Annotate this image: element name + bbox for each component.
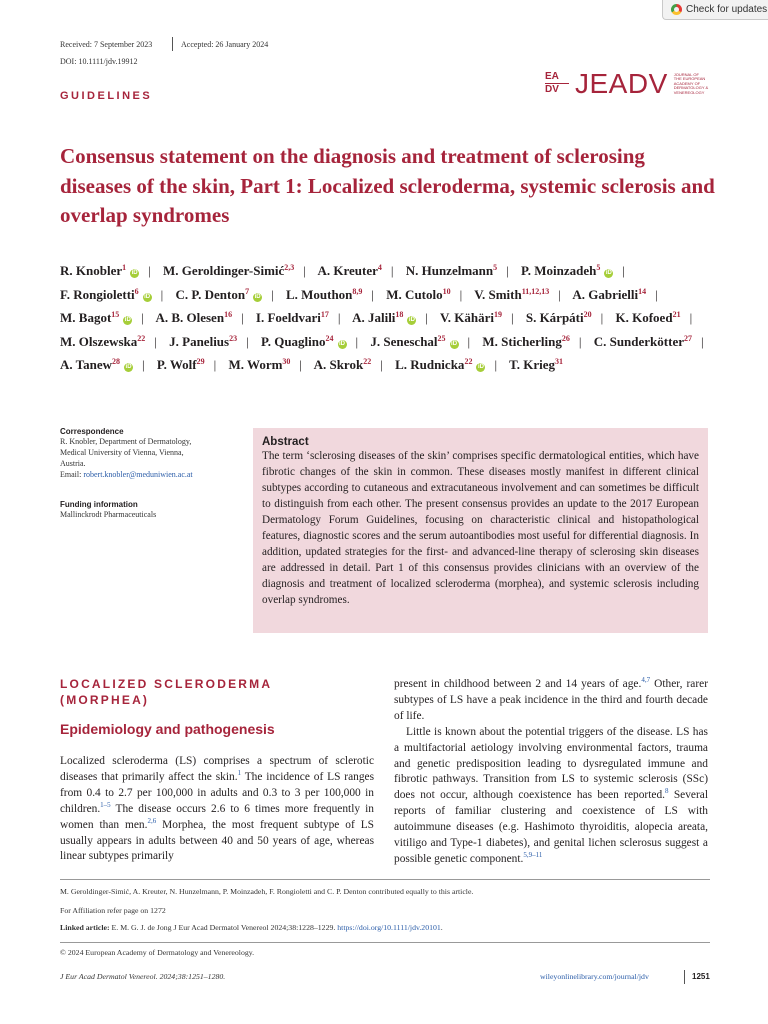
author — [521, 263, 634, 278]
subsection-heading: Epidemiology and pathogenesis — [60, 721, 275, 737]
citation-ref[interactable]: 1–5 — [100, 800, 111, 809]
section-label: GUIDELINES — [60, 90, 153, 102]
author — [509, 357, 563, 372]
affiliation-ref[interactable]: 22 — [363, 357, 372, 367]
affiliation-ref[interactable]: 21 — [672, 310, 681, 320]
author-name: C. P. Denton — [175, 286, 246, 302]
author-name: I. Foeldvari — [255, 310, 321, 326]
author — [482, 334, 590, 349]
affiliation-ref[interactable]: 27 — [683, 333, 692, 343]
journal-logo-caption: JOURNAL OF THE EUROPEAN ACADEMY OF DERMATOLOGY & VENEREOLOGY — [673, 71, 709, 95]
author-name: A. B. Olesen — [155, 310, 225, 326]
affiliation-ref[interactable]: 31 — [555, 357, 564, 367]
correspondence-line: Austria. — [60, 459, 86, 468]
author-separator: | — [380, 357, 383, 373]
orcid-icon[interactable]: iD — [451, 340, 458, 347]
affiliation-ref[interactable]: 18 — [395, 310, 404, 320]
orcid-icon[interactable]: iD — [124, 317, 131, 324]
citation-ref[interactable]: 2,6 — [147, 816, 157, 825]
author-separator: | — [160, 286, 164, 302]
affiliation-ref[interactable]: 22 — [464, 357, 473, 367]
journal-wordmark: JEADV — [575, 68, 668, 99]
body-column-left — [60, 754, 374, 865]
author — [60, 334, 166, 349]
author — [60, 357, 154, 372]
author-separator: | — [655, 286, 658, 302]
abstract-text: The term ‘sclerosing diseases of the skin’ comprises specific dermatological entities, which have fibrotic changes of the skin in common. These diseases mostly manifest in different clinical subtypes according to cutaneous and extracutaneous involvement and can sometimes be difficult to distinguish from each other. The present consensus provides an update to the 2017 European Dermatology Forum Guidelines, focusing on characteristic clinical and histopathological features, diagnostic scores and the serum autoantibodies most useful for differential diagnosis. In addition, updated strategies for the first- and advanced-line therapy of sclerosing skin diseases are addressed in detail. Part 1 of this consensus provides clinicians with an overview of the diagnosis and treatment of localized scleroderma (morphea), and systemic sclerosis including overlap syndromes. — [262, 450, 699, 606]
affiliation-ref[interactable]: 6 — [134, 286, 139, 296]
affiliation-ref[interactable]: 22 — [137, 333, 146, 343]
author — [60, 310, 153, 325]
author-separator: | — [299, 357, 303, 373]
footnote-divider — [60, 879, 710, 880]
author-separator: | — [467, 333, 471, 349]
linked-article-note: Linked article: E. M. G. J. de Jong J Eur Acad Dermatol Venereol 2024;38:1228–1229. https://doi.org/10.1111/jdv.20101. — [60, 923, 443, 932]
author-name: S. Kárpáti — [525, 310, 584, 326]
citation-ref[interactable]: 4,7 — [641, 676, 651, 685]
affiliation-ref[interactable]: 16 — [224, 310, 233, 320]
author-separator: | — [213, 357, 217, 373]
author-name: A. Jalili — [352, 310, 396, 326]
author-name: J. Seneschal — [370, 333, 438, 349]
check-for-updates-label: Check for updates — [686, 4, 768, 15]
affiliation-ref[interactable]: 5 — [596, 263, 601, 272]
author-separator: | — [622, 263, 625, 278]
citation-ref[interactable]: 5,9–11 — [523, 851, 543, 860]
author-separator: | — [246, 333, 249, 349]
author-separator: | — [241, 310, 244, 326]
author-separator: | — [558, 286, 561, 302]
author — [163, 263, 315, 278]
author-name: P. Quaglino — [260, 333, 326, 349]
author-name: M. Geroldinger-Simić — [162, 263, 285, 278]
affiliation-ref[interactable]: 29 — [196, 357, 205, 367]
author-separator: | — [390, 263, 394, 278]
email-label: Email: — [60, 470, 82, 479]
author — [256, 310, 350, 325]
author-name: L. Rudnicka — [395, 357, 465, 373]
affiliation-note: For Affiliation refer page on 1272 — [60, 906, 166, 915]
abstract-heading: Abstract — [262, 436, 309, 448]
affiliation-ref[interactable]: 23 — [229, 333, 238, 343]
paragraph: Little is known about the potential triggers of the disease. LS has a multifactorial aetiology involving environmental factors, trauma and genetic predisposition leading to dysregulated immune and fibrotic pathways. Transition from LS to systemic sclerosis (SSc) does not occur, although coexistence has been reported.$^8$ Several reports of familiar clustering and coexistence of LS with autoimmune diseases (e.g. Hashimoto thyroiditis, alopecia areata, vitiligo and Type-1 diabetes), and genital lichen sclerosus suggest a possible genetic component.$^{5,9-11}$ — [394, 725, 708, 865]
orcid-icon[interactable]: iD — [408, 317, 415, 324]
orcid-icon[interactable]: iD — [144, 293, 151, 300]
affiliation-ref[interactable]: 25 — [437, 333, 446, 343]
author-separator: | — [494, 357, 498, 373]
author-name: M. Sticherling — [482, 333, 562, 349]
author-separator: | — [154, 333, 157, 349]
correspondence-block — [60, 427, 240, 480]
affiliation-ref[interactable]: 4 — [377, 263, 382, 272]
journal-url-link[interactable]: wileyonlinelibrary.com/journal/jdv — [540, 972, 649, 981]
author-name: V. Smith — [474, 286, 522, 302]
author-name: L. Mouthon — [285, 286, 353, 302]
section-heading: LOCALIZED SCLERODERMA (MORPHEA) — [60, 677, 273, 707]
author — [474, 287, 570, 302]
author-name: A. Kreuter — [317, 263, 378, 278]
author-name: A. Gabrielli — [572, 286, 639, 302]
author-name: A. Tanew — [60, 357, 113, 373]
author — [572, 287, 666, 302]
author-separator: | — [371, 286, 375, 302]
author — [169, 334, 258, 349]
author-separator: | — [271, 286, 274, 302]
author-name: J. Panelius — [169, 333, 230, 349]
orcid-icon[interactable]: iD — [254, 293, 261, 300]
author-name: P. Moinzadeh — [520, 263, 597, 278]
affiliation-ref[interactable]: 1 — [122, 263, 127, 272]
author-separator: | — [355, 333, 359, 349]
affiliation-ref[interactable]: 30 — [282, 357, 291, 367]
author-separator: | — [148, 263, 151, 278]
author — [314, 357, 392, 372]
eadv-mark-icon: EA DV — [545, 71, 569, 97]
author-separator: | — [578, 333, 582, 349]
author — [526, 310, 612, 325]
author — [176, 287, 283, 302]
orcid-icon[interactable]: iD — [131, 270, 138, 276]
correspondence-line: Medical University of Vienna, Vienna, — [60, 448, 184, 457]
author-name: N. Hunzelmann — [405, 263, 494, 278]
author — [317, 263, 402, 278]
affiliation-ref[interactable]: 8,9 — [352, 286, 363, 296]
paragraph: present in childhood between 2 and 14 years of age.$^{4,7}$ Other, rarer subtypes of LS have a peak incidence in the third and fourth decade of life. — [394, 676, 708, 722]
footer-divider — [684, 970, 685, 984]
author-name: A. Skrok — [313, 357, 364, 373]
affiliation-ref[interactable]: 10 — [442, 286, 451, 296]
abstract-box — [253, 428, 708, 633]
author-separator: | — [459, 286, 463, 302]
affiliation-ref[interactable]: 11,12,13 — [521, 286, 550, 296]
author — [60, 287, 172, 302]
affiliation-ref[interactable]: 5 — [493, 263, 498, 272]
author — [370, 334, 479, 349]
author-separator: | — [425, 310, 429, 326]
crossmark-icon — [671, 4, 682, 15]
author-name: C. Sunderkötter — [593, 333, 684, 349]
author-separator: | — [700, 333, 704, 349]
author — [155, 310, 252, 325]
author-separator: | — [303, 263, 306, 278]
journal-logo — [545, 68, 715, 100]
affiliation-ref[interactable]: 19 — [493, 310, 502, 320]
author-list — [60, 259, 720, 377]
funding-heading: Funding information — [60, 500, 138, 509]
affiliation-ref[interactable]: 20 — [583, 310, 592, 320]
copyright-note: © 2024 European Academy of Dermatology and Venereology. — [60, 948, 255, 957]
author-separator: | — [689, 310, 693, 326]
journal-citation: J Eur Acad Dermatol Venereol. 2024;38:1251–1280. — [60, 972, 226, 981]
author — [406, 263, 518, 278]
author-name: M. Olszewska — [60, 333, 138, 349]
orcid-icon[interactable]: iD — [605, 270, 612, 276]
paragraph: Localized scleroderma (LS) comprises a spectrum of sclerotic diseases that primarily affect the skin.$^1$ The incidence of LS ranges from 0.4 to 2.7 per 100,000 in adults and 0.3 to 3 per 100,000 in children.$^{1-5}$ The disease occurs 2.6 to 6 times more frequently in women than men.$^{2,6}$ Morphea, the most frequent subtype of LS usually appears in adults between 40 and 50 years of age, whereas linear subtypes primarily — [60, 755, 375, 863]
funding-block — [60, 500, 240, 520]
header-divider — [172, 37, 173, 51]
author — [60, 263, 160, 278]
affiliation-ref[interactable]: 2,3 — [284, 263, 295, 272]
author-name: K. Kofoed — [615, 310, 673, 326]
author — [229, 357, 312, 372]
doi: DOI: 10.1111/jdv.19912 — [60, 57, 138, 66]
orcid-icon[interactable]: iD — [339, 340, 346, 347]
affiliation-ref[interactable]: 17 — [320, 310, 329, 320]
author-separator: | — [510, 310, 514, 326]
author-name: M. Bagot — [60, 310, 112, 326]
affiliation-ref[interactable]: 26 — [561, 333, 570, 343]
accepted-date: Accepted: 26 January 2024 — [181, 40, 269, 49]
author — [386, 287, 471, 302]
funding-text: Mallinckrodt Pharmaceuticals — [60, 510, 157, 519]
author — [157, 357, 225, 372]
author-separator: | — [141, 310, 144, 326]
page-number: 1251 — [692, 972, 710, 981]
linked-article-link[interactable]: https://doi.org/10.1111/jdv.20101 — [337, 923, 441, 932]
check-for-updates-button[interactable] — [662, 0, 768, 20]
author-name: T. Krieg — [509, 357, 556, 373]
affiliation-ref[interactable]: 28 — [112, 357, 121, 367]
author-name: M. Worm — [228, 357, 283, 373]
affiliation-ref[interactable]: 7 — [245, 286, 250, 296]
correspondence-heading: Correspondence — [60, 427, 124, 436]
orcid-icon[interactable]: iD — [477, 364, 484, 371]
author-separator: | — [337, 310, 341, 326]
author-name: P. Wolf — [156, 357, 197, 373]
article-title: Consensus statement on the diagnosis and treatment of sclerosing diseases of the skin, Part 1: Localized scleroderma, systemic sclerosis and overlap syndromes — [60, 144, 715, 227]
author — [616, 310, 702, 325]
author — [352, 310, 437, 325]
footnote-divider — [60, 942, 710, 943]
received-date: Received: 7 September 2023 — [60, 40, 153, 49]
author — [261, 334, 367, 349]
author — [594, 334, 713, 349]
author — [395, 357, 506, 372]
author-separator: | — [142, 357, 145, 373]
author-separator: | — [506, 263, 509, 278]
affiliation-ref[interactable]: 24 — [325, 333, 334, 343]
correspondence-line: R. Knobler, Department of Dermatology, — [60, 437, 192, 446]
contribution-note: M. Geroldinger-Simić, A. Kreuter, N. Hunzelmann, P. Moinzadeh, F. Rongioletti and C. P. Denton contributed equally to this article. — [60, 887, 474, 896]
body-column-right — [394, 677, 708, 868]
citation-ref[interactable]: 1 — [237, 769, 242, 778]
affiliation-ref[interactable]: 15 — [111, 310, 120, 320]
author — [440, 310, 523, 325]
author-name: M. Cutolo — [386, 286, 443, 302]
author-name: V. Kähäri — [440, 310, 494, 326]
author-name: F. Rongioletti — [60, 286, 135, 302]
citation-ref[interactable]: 8 — [664, 787, 669, 796]
orcid-icon[interactable]: iD — [125, 364, 132, 371]
author — [286, 287, 383, 302]
author-name: R. Knobler — [60, 263, 123, 278]
email-link[interactable]: robert.knobler@meduniwien.ac.at — [83, 470, 193, 479]
affiliation-ref[interactable]: 14 — [638, 286, 647, 296]
author-separator: | — [600, 310, 604, 326]
